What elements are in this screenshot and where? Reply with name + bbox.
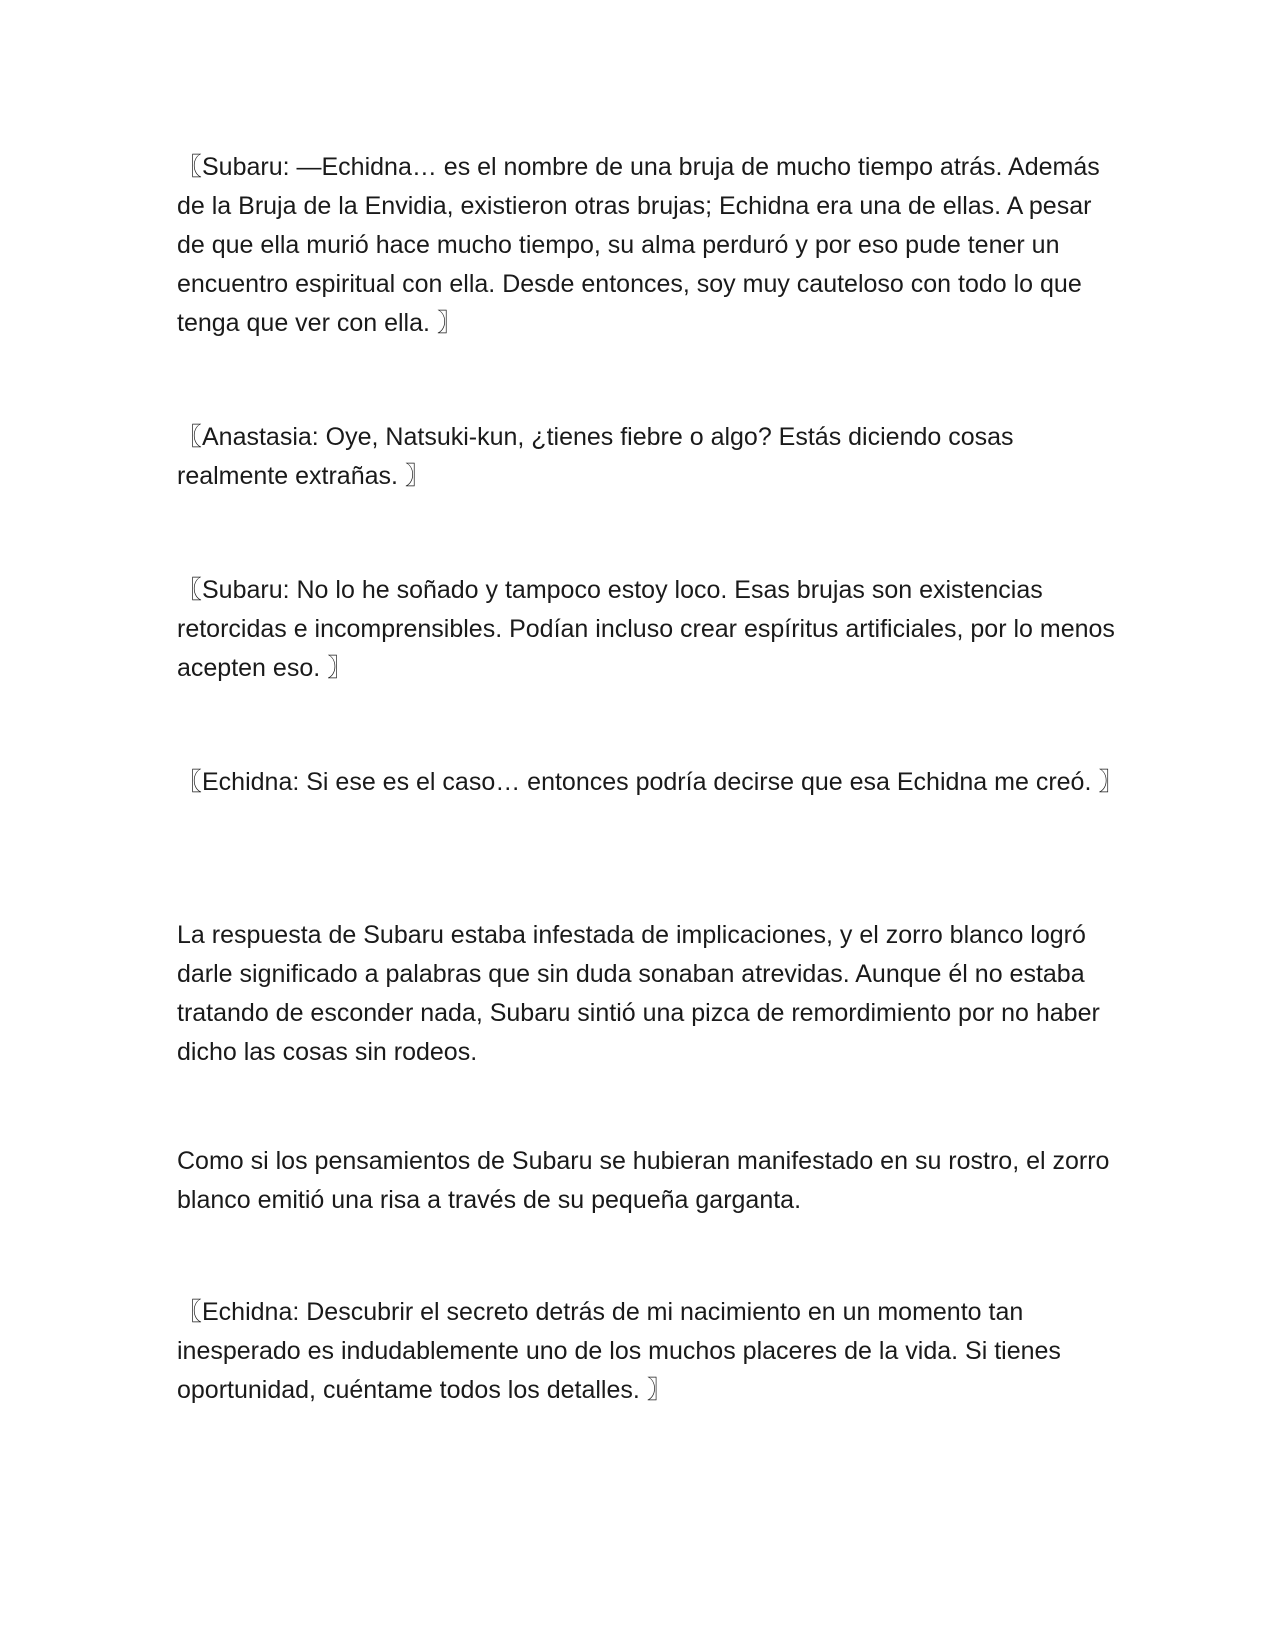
dialogue-echidna-created: 〖Echidna: Si ese es el caso… entonces podría decirse que esa Echidna me creó. 〗: [177, 768, 1124, 796]
narration-fox-laugh: Como si los pensamientos de Subaru se hubieran manifestado en su rostro, el zorro blanco emitió una risa a través de su pequeña garganta.: [177, 1147, 1110, 1214]
narration-subaru-response: La respuesta de Subaru estaba infestada de implicaciones, y el zorro blanco logró darle significado a palabras que sin duda sonaban atrevidas. Aunque él no estaba tratando de esconder nada, Subaru sintió una pizca de remordimiento por no haber dicho las cosas sin rodeos.: [177, 921, 1100, 1066]
dialogue-echidna-secret: 〖Echidna: Descubrir el secreto detrás de mi nacimiento en un momento tan inesperado es indudablemente uno de los muchos placeres de la vida. Si tienes oportunidad, cuéntame todos los detalles. 〗: [177, 1298, 1061, 1404]
dialogue-subaru-echidna-explanation: 〖Subaru: —Echidna… es el nombre de una bruja de mucho tiempo atrás. Además de la Bruja de la Envidia, existieron otras brujas; Echidna era una de ellas. A pesar de que ella murió hace mucho tiempo, su alma perduró y por eso pude tener un encuentro espiritual con ella. Desde entonces, soy muy cauteloso con todo lo que tenga que ver con ella. 〗: [177, 153, 1100, 337]
dialogue-subaru-witches: 〖Subaru: No lo he soñado y tampoco estoy loco. Esas brujas son existencias retorcidas e incomprensibles. Podían incluso crear espíritus artificiales, por lo menos acepten eso. 〗: [177, 576, 1115, 682]
dialogue-anastasia-fever: 〖Anastasia: Oye, Natsuki-kun, ¿tienes fiebre o algo? Estás diciendo cosas realmente extrañas. 〗: [177, 423, 1014, 490]
